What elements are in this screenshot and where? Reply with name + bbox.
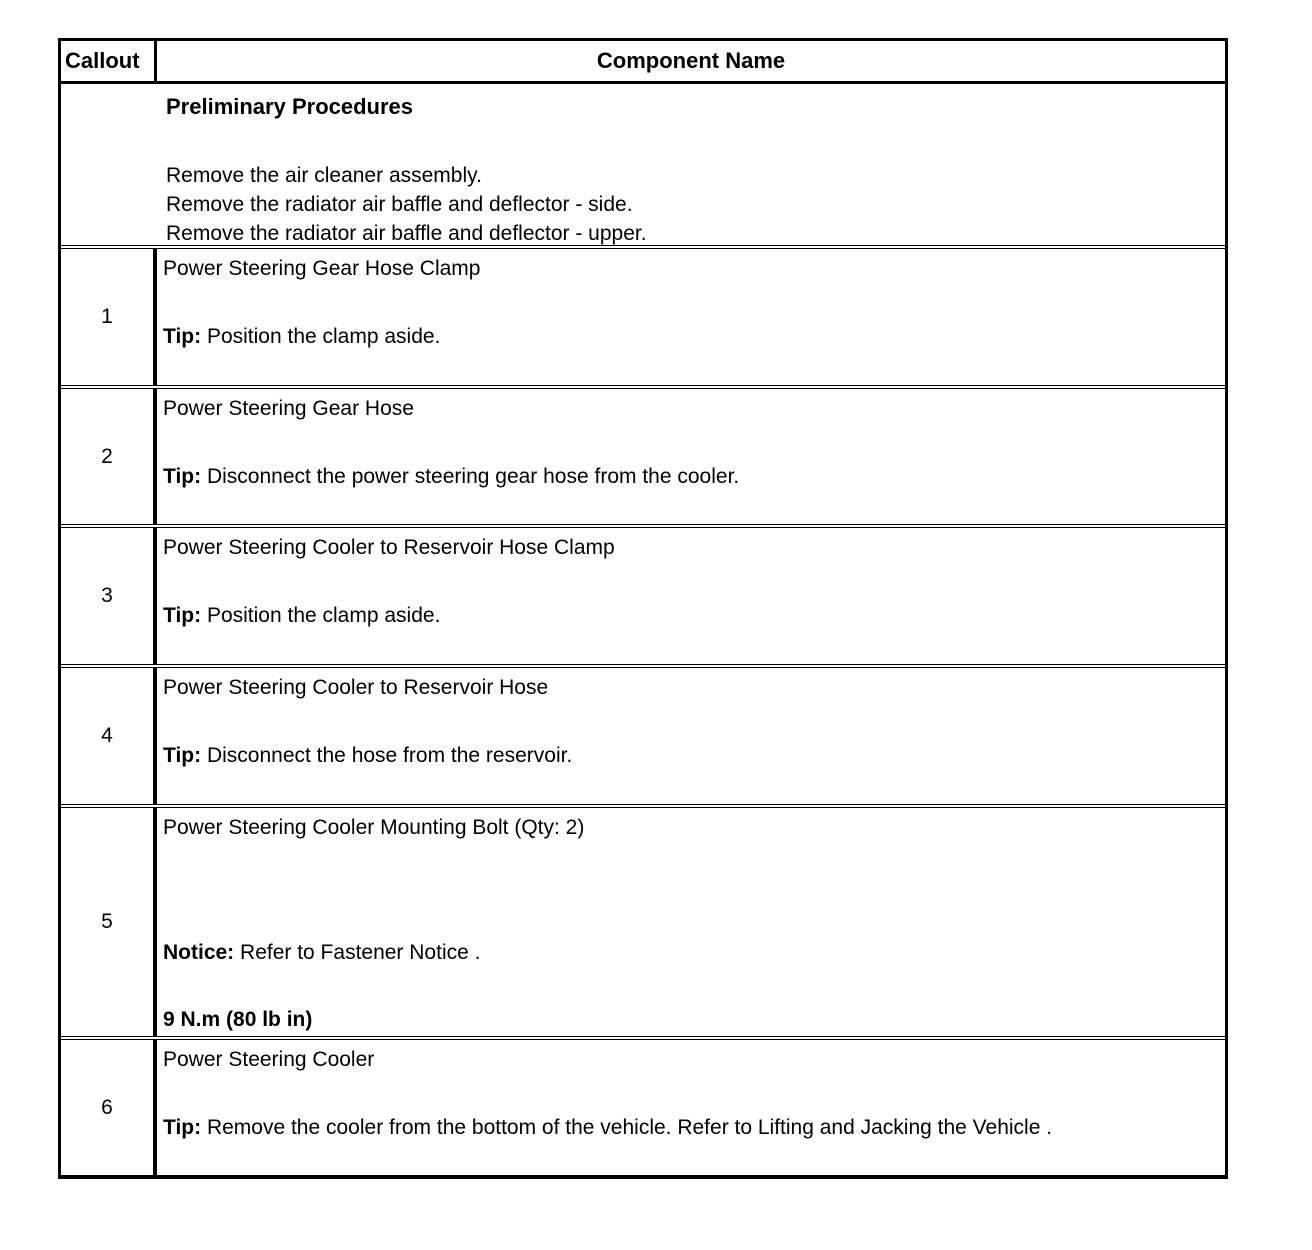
preliminary-title: Preliminary Procedures <box>166 94 414 119</box>
note-label: Tip: <box>163 1116 202 1139</box>
note-label: Tip: <box>163 604 202 627</box>
table-row <box>61 385 1225 524</box>
component-name: Power Steering Gear Hose <box>163 397 414 420</box>
component-cell <box>157 668 1225 804</box>
component-note <box>163 604 440 628</box>
table-header-row <box>61 41 1225 81</box>
table-row <box>61 245 1225 385</box>
note-label: Notice: <box>163 941 235 964</box>
callout-number: 1 <box>61 249 157 385</box>
component-note <box>163 941 480 965</box>
component-cell <box>157 528 1225 664</box>
component-cell <box>157 808 1225 1036</box>
component-name: Power Steering Cooler Mounting Bolt (Qty: 2) <box>163 816 585 839</box>
component-name: Power Steering Cooler to Reservoir Hose <box>163 676 549 699</box>
table-row <box>61 804 1225 1036</box>
component-name: Power Steering Cooler <box>163 1048 375 1071</box>
note-text: Position the clamp aside. <box>201 325 441 348</box>
note-text: Position the clamp aside. <box>201 604 441 627</box>
note-text: Disconnect the power steering gear hose from the cooler. <box>201 465 740 488</box>
table-row <box>61 524 1225 664</box>
component-name: Power Steering Cooler to Reservoir Hose Clamp <box>163 536 615 559</box>
preliminary-step: Remove the radiator air baffle and deflector - upper. <box>166 222 647 245</box>
preliminary-step: Remove the radiator air baffle and deflector - side. <box>166 193 633 216</box>
preliminary-steps <box>166 161 647 248</box>
callout-number: 5 <box>61 808 157 1036</box>
component-cell <box>157 389 1225 524</box>
component-note <box>163 465 739 489</box>
callout-number: 6 <box>61 1040 157 1175</box>
note-label: Tip: <box>163 465 202 488</box>
note-text: Disconnect the hose from the reservoir. <box>201 744 573 767</box>
component-note <box>163 1116 1052 1140</box>
preliminary-cell <box>157 84 1225 245</box>
note-text: Remove the cooler from the bottom of the vehicle. Refer to Lifting and Jacking the Vehicle . <box>201 1116 1053 1139</box>
callout-number: 3 <box>61 528 157 664</box>
callout-number: 2 <box>61 389 157 524</box>
torque-spec: 9 N.m (80 lb in) <box>163 1008 313 1031</box>
note-label: Tip: <box>163 325 202 348</box>
component-note <box>163 744 572 768</box>
preliminary-procedures-row <box>61 81 1225 245</box>
note-label: Tip: <box>163 744 202 767</box>
callout-column-header: Callout <box>61 41 157 81</box>
callout-number: 4 <box>61 668 157 804</box>
component-name: Power Steering Gear Hose Clamp <box>163 257 481 280</box>
note-text: Refer to Fastener Notice . <box>234 941 481 964</box>
component-note <box>163 325 440 349</box>
table-row <box>61 664 1225 804</box>
component-cell <box>157 1040 1225 1175</box>
component-table <box>58 38 1228 1179</box>
preliminary-step: Remove the air cleaner assembly. <box>166 164 482 187</box>
component-cell <box>157 249 1225 385</box>
component-name-column-header: Component Name <box>596 48 786 73</box>
table-row <box>61 1036 1225 1175</box>
preliminary-callout-cell <box>61 84 157 245</box>
